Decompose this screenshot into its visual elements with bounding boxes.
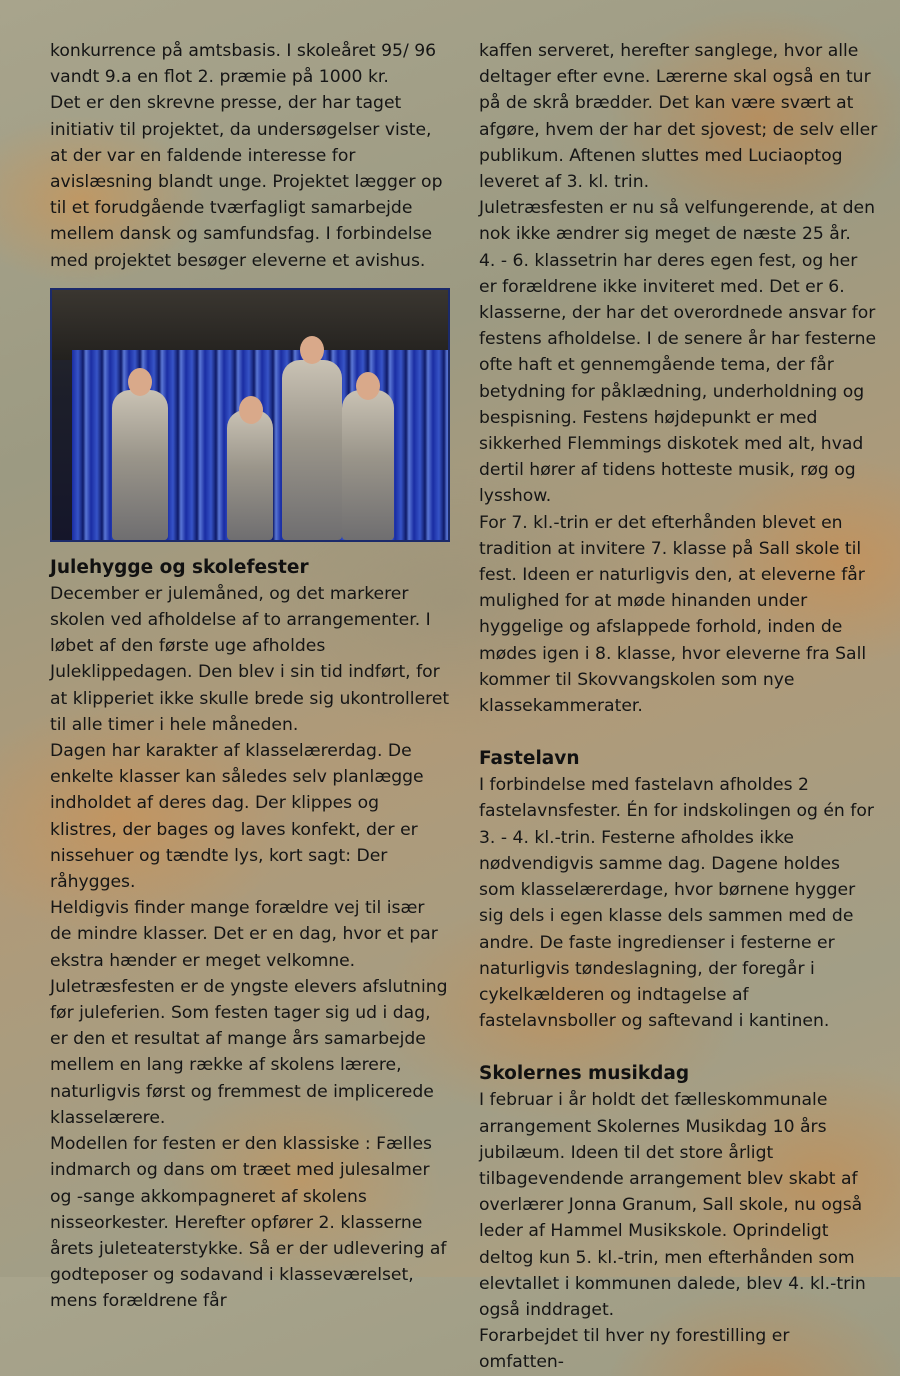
- paragraph: 4. - 6. klassetrin har deres egen fest, og her er forældrene ikke inviteret med. Det er 6. klasserne, der har det overordnede ansvar for festens afholdelse. I de senere år har festerne ofte haft et gennemgående tema, der får betydning for påklædning, underholdning og bespisning. Festens højdepunkt er med sikkerhed Flemmings diskotek med alt, hvad dertil hører af tidens hotteste musik, røg og lysshow.: [479, 250, 877, 507]
- paragraph: Modellen for festen er den klassiske : Fælles indmarch og dans om træet med julesalmer og -sange akkompagneret af skolens nisseorkester. Herefter opfører 2. klasserne årets juleteaterstykke. Så er der udlevering af godteposer og sodavand i klasseværelset, mens forældrene får: [50, 1134, 447, 1312]
- paragraph: Forarbejdet til hver ny forestilling er omfatten-: [479, 1326, 790, 1373]
- paragraph: I forbindelse med fastelavn afholdes 2 fastelavnsfester. Én for indskolingen og én for 3. - 4. kl.-trin. Festerne afholdes ikke nødvendigvis samme dag. Dagene holdes som klasselærerdage, hvor børnene hygger sig dels i egen klasse dels sammen med de andre. De faste ingredienser i festerne er naturligvis tøndeslagning, der foregår i cykelkælderen og indtagelse af fastelavnsboller og saftevand i kantinen.: [479, 775, 874, 1032]
- photo-performer: [227, 410, 273, 540]
- photo-performer: [282, 360, 342, 540]
- paragraph: kaffen serveret, herefter sanglege, hvor alle deltager efter evne. Lærerne skal også en tur på de skrå brædder. Det kan være svært at afgøre, hvem der har det sjovest; de selv eller publikum. Aftenen sluttes med Luciaoptog leveret af 3. kl. trin.: [479, 41, 878, 193]
- paragraph: Det er den skrevne presse, der har taget initiativ til projektet, da undersøgelser viste, at der var en faldende interesse for avislæsning blandt unge. Projektet lægger op til et forudgående tværfagligt samarbejde mellem dansk og samfundsfag. I forbindelse med projektet besøger eleverne et avishus.: [50, 93, 443, 271]
- left-column: [50, 38, 450, 1315]
- photo-performer-head: [300, 336, 324, 364]
- paragraph: Dagen har karakter af klasselærerdag. De enkelte klasser kan således selv planlægge indholdet af deres dag. Der klippes og klistres, der bages og laves konfekt, der er nissehuer og tændte lys, kort sagt: Der råhygges.: [50, 741, 424, 893]
- photo-performer: [112, 390, 168, 540]
- photo-performer: [342, 390, 394, 540]
- section-heading: Julehygge og skolefester: [50, 556, 309, 578]
- paragraph: Heldigvis finder mange forældre vej til især de mindre klasser. Det er en dag, hvor et par ekstra hænder er meget velkomne.: [50, 898, 438, 971]
- paragraph: Juletræsfesten er nu så velfungerende, at den nok ikke ændrer sig meget de næste 25 år.: [479, 198, 876, 245]
- spacer: [479, 719, 879, 745]
- paragraph: Juletræsfesten er de yngste elevers afslutning før juleferien. Som festen tager sig ud i dag, er den et resultat af mange års samarbejde mellem en lang række af skolens lærere, naturligvis først og fremmest de implicerede klasselærere.: [50, 976, 448, 1128]
- fastelavn-heading: Fastelavn: [479, 748, 580, 770]
- paragraph: December er julemåned, og det markerer skolen ved afholdelse af to arrangementer. I løbet af den første uge afholdes Juleklippedagen. Den blev i sin tid indført, for at klipperiet ikke skulle brede sig ukontrolleret til alle timer i hele måneden.: [50, 583, 450, 735]
- right-column: [479, 38, 879, 1376]
- musikdag-heading: Skolernes musikdag: [479, 1063, 690, 1085]
- photo-performer-head: [239, 396, 263, 424]
- photo-performer-head: [356, 372, 380, 400]
- stage-photo: [50, 288, 450, 542]
- paragraph: For 7. kl.-trin er det efterhånden blevet en tradition at invitere 7. klasse på Sall skole til fest. Ideen er naturligvis den, at eleverne får mulighed for at møde hinanden under hyggelige og afslappede forhold, inden de mødes igen i 8. klasse, hvor eleverne fra Sall kommer til Skovvangskolen som nye klassekammerater.: [479, 512, 867, 717]
- spacer: [479, 1034, 879, 1060]
- photo-performer-head: [128, 368, 152, 396]
- paragraph: I februar i år holdt det fælleskommunale arrangement Skolernes Musikdag 10 års jubilæum. Ideen til det store årligt tilbagevendende arrangement blev skabt af overlærer Jonna Granum, Sall skole, nu også leder af Hammel Musikskole. Oprindeligt deltog kun 5. kl.-trin, men efterhånden som elevtallet i kommunen dalede, blev 4. kl.-trin også inddraget.: [479, 1090, 866, 1320]
- paragraph: konkurrence på amtsbasis. I skoleåret 95/ 96 vandt 9.a en flot 2. præmie på 1000 kr.: [50, 41, 437, 88]
